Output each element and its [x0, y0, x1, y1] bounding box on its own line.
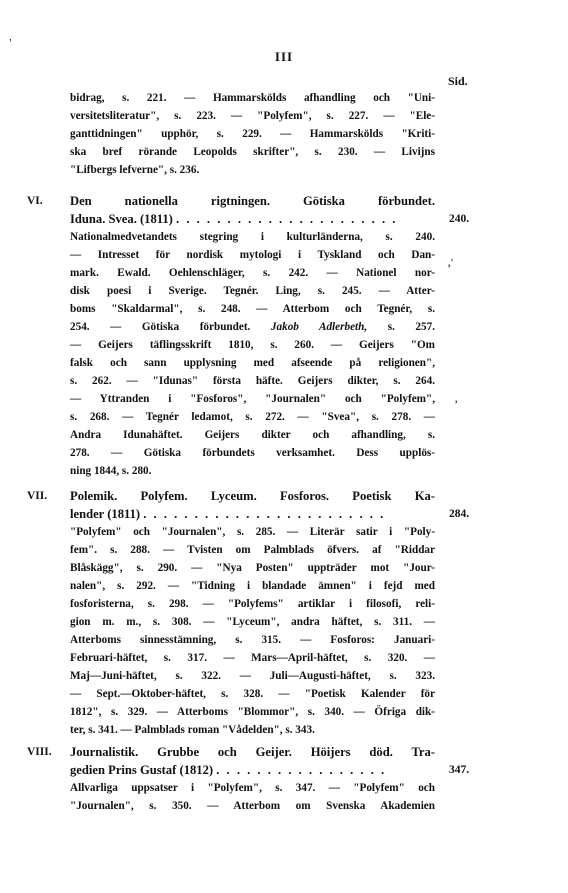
text-segment: s. 257.: [387, 321, 435, 333]
italic-name: Jakob Adlerbeth,: [270, 321, 368, 333]
text-line: ska bref rörande Leopolds skrifter", s. 230. — Livijns: [70, 146, 435, 158]
page-reference: 284.: [449, 508, 470, 520]
text-line: disk poesi i Sverige. Tegnér. Ling, s. 245. — Atter-: [70, 285, 435, 297]
section-heading-text: Iduna. Svea. (1811): [70, 212, 173, 226]
section-heading: Polemik. Polyfem. Lyceum. Fosforos. Poetisk Ka-: [70, 489, 435, 503]
text-line: — Intresset för nordisk mytologi i Tyskland och Dan-: [70, 249, 435, 261]
leader-dots: . . . . . . . . . . . . . . . . . . . . . .: [176, 212, 398, 226]
text-line: — Geijers täflingsskrift 1810, s. 260. — Geijers "Om: [70, 339, 435, 351]
text-line: gion m. m., s. 308. — "Lyceum", andra häftet, s. 311. —: [70, 616, 435, 628]
text-line: s. 268. — Tegnér ledamot, s. 272. — "Svea", s. 278. —: [70, 411, 435, 423]
text-line: [70, 318, 435, 336]
text-line: ning 1844, s. 280.: [70, 465, 152, 477]
stray-mark: ,: [455, 394, 458, 405]
stray-mark: ': [9, 38, 12, 49]
section-heading: Journalistik. Grubbe och Geijer. Höijers död. Tra-: [70, 745, 435, 759]
text-line: ter, s. 341. — Palmblads roman "Vådelden", s. 343.: [70, 724, 315, 736]
section-heading-text: gedien Prins Gustaf (1812): [70, 763, 214, 777]
leader-dots: . . . . . . . . . . . . . . . . .: [216, 763, 387, 777]
page-reference: 347.: [449, 764, 470, 776]
text-line: fem". s. 288. — Tvisten om Palmblads öfvers. af "Riddar: [70, 544, 435, 556]
text-line: falsk och sann upplysning med afseende på religionen",: [70, 357, 435, 369]
text-line: "Lifbergs lefverne", s. 236.: [70, 164, 200, 176]
text-line: — Sept.—Oktober-häftet, s. 328. — "Poetisk Kalender för: [70, 688, 435, 700]
section-numeral: VI.: [27, 195, 43, 207]
section-numeral: VIII.: [27, 746, 52, 758]
section-heading: Den nationella rigtningen. Götiska förbundet.: [70, 194, 435, 208]
section-heading: [70, 761, 435, 779]
text-line: bidrag, s. 221. — Hammarskölds afhandling och "Uni-: [70, 92, 435, 104]
text-line: Andra Idunahäftet. Geijers dikter och afhandling, s.: [70, 429, 435, 441]
page-number: III: [274, 49, 294, 64]
text-line: ganttidningen" upphör, s. 229. — Hammarskölds "Kriti-: [70, 128, 435, 140]
page-reference: 240.: [449, 213, 470, 225]
text-line: 1812", s. 329. — Atterboms "Blommor", s. 340. — Öfriga dik-: [70, 706, 435, 718]
text-line: Allvarliga uppsatser i "Polyfem", s. 347. — "Polyfem" och: [70, 782, 435, 794]
text-line: Atterboms sinnesstämning, s. 315. — Fosforos: Januari-: [70, 634, 435, 646]
text-line: "Polyfem" och "Journalen", s. 285. — Literär satir i "Poly-: [70, 526, 435, 538]
text-line: fosforisterna, s. 298. — "Polyfems" artiklar i filosofi, reli-: [70, 598, 435, 610]
text-segment: 254. — Götiska förbundet.: [70, 321, 251, 333]
text-line: nalen", s. 292. — "Tidning i blandade ämnen" i fejd med: [70, 580, 435, 592]
text-line: boms "Skaldarmal", s. 248. — Atterbom och Tegnér, s.: [70, 303, 435, 315]
text-line: 278. — Götiska förbundets verksamhet. Dess upplös-: [70, 447, 435, 459]
text-line: Februari-häftet, s. 317. — Mars—April-häftet, s. 320. —: [70, 652, 435, 664]
section-numeral: VII.: [27, 490, 48, 502]
text-line: — Yttranden i "Fosforos", "Journalen" och "Polyfem",: [70, 393, 435, 405]
text-line: Nationalmedvetandets stegring i kulturländerna, s. 240.: [70, 231, 435, 243]
leader-dots: . . . . . . . . . . . . . . . . . . . . . . . .: [143, 507, 386, 521]
text-line: s. 262. — "Idunas" första häfte. Geijers dikter, s. 264.: [70, 375, 435, 387]
text-line: "Journalen", s. 350. — Atterbom om Svenska Akademien: [70, 800, 435, 812]
text-line: Maj—Juni-häftet, s. 322. — Juli—Augusti-häftet, s. 323.: [70, 670, 435, 682]
stray-mark: ,': [448, 258, 454, 269]
section-heading-text: lender (1811): [70, 507, 141, 521]
page-column-label: Sid.: [448, 74, 468, 88]
text-line: mark. Ewald. Oehlenschläger, s. 242. — Nationel nor-: [70, 267, 435, 279]
text-line: Blåskägg", s. 290. — "Nya Posten" uppträder mot "Jour-: [70, 562, 435, 574]
section-heading: [70, 210, 435, 228]
text-line: versitetsliteratur", s. 223. — "Polyfem", s. 227. — "Ele-: [70, 110, 435, 122]
section-heading: [70, 505, 435, 523]
